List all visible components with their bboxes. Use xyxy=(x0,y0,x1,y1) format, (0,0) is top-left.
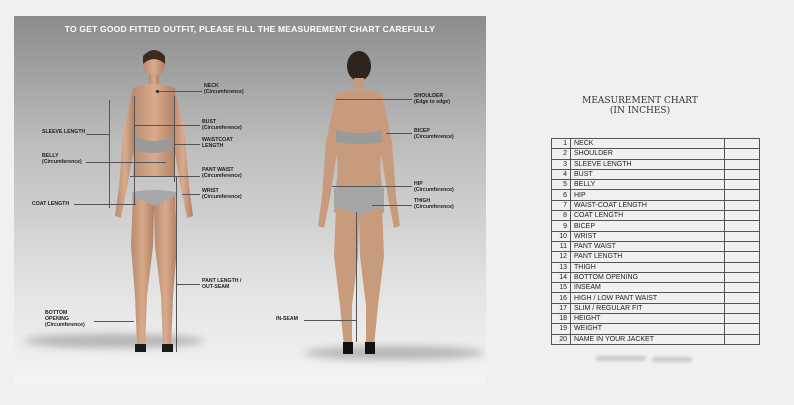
wrist-leader-line xyxy=(182,194,200,195)
inseam-line xyxy=(356,212,357,342)
row-number: 8 xyxy=(552,211,571,221)
table-row xyxy=(552,241,760,251)
table-row xyxy=(552,334,760,344)
table-row xyxy=(552,159,760,169)
table-row xyxy=(552,211,760,221)
measurement-table xyxy=(551,138,760,345)
row-number: 4 xyxy=(552,169,571,179)
table-row xyxy=(552,221,760,231)
table-row xyxy=(552,231,760,241)
measurement-value-cell[interactable] xyxy=(725,252,760,262)
sleeve-length-line xyxy=(109,100,110,208)
row-number: 10 xyxy=(552,231,571,241)
measurement-name: INSEAM xyxy=(571,283,725,293)
measurement-name: PANT LENGTH xyxy=(571,252,725,262)
blurred-watermark xyxy=(652,357,692,362)
sleeve-length-leader xyxy=(86,134,110,135)
table-row xyxy=(552,283,760,293)
measurement-value-cell[interactable] xyxy=(725,303,760,313)
measurement-name: SLEEVE LENGTH xyxy=(571,159,725,169)
measurement-value-cell[interactable] xyxy=(725,190,760,200)
row-number: 5 xyxy=(552,180,571,190)
table-row xyxy=(552,180,760,190)
row-number: 1 xyxy=(552,139,571,149)
row-number: 15 xyxy=(552,283,571,293)
waistcoat-leader-line xyxy=(174,144,200,145)
measurement-value-cell[interactable] xyxy=(725,262,760,272)
label-thigh: THIGH (Circumference) xyxy=(414,198,454,210)
measurement-value-cell[interactable] xyxy=(725,211,760,221)
measurement-value-cell[interactable] xyxy=(725,293,760,303)
row-number: 11 xyxy=(552,241,571,251)
row-number: 9 xyxy=(552,221,571,231)
measurement-value-cell[interactable] xyxy=(725,149,760,159)
label-pant-length: PANT LENGTH / OUT-SEAM xyxy=(202,278,242,290)
front-figure-illustration xyxy=(109,46,199,356)
measurement-chart-title xyxy=(540,96,740,117)
measurement-name: NAME IN YOUR JACKET xyxy=(571,334,725,344)
row-number: 2 xyxy=(552,149,571,159)
row-number: 13 xyxy=(552,262,571,272)
measurement-name: BUST xyxy=(571,169,725,179)
pant-waist-line xyxy=(130,176,200,177)
table-row xyxy=(552,139,760,149)
measurement-value-cell[interactable] xyxy=(725,241,760,251)
table-row xyxy=(552,272,760,282)
measurement-value-cell[interactable] xyxy=(725,231,760,241)
label-bust: BUST (Circumference) xyxy=(202,119,242,131)
bust-leader-line xyxy=(186,125,200,126)
label-coat-length: COAT LENGTH xyxy=(32,201,70,207)
shoulder-line xyxy=(336,99,412,100)
row-number: 7 xyxy=(552,200,571,210)
row-number: 16 xyxy=(552,293,571,303)
measurement-name: HIGH / LOW PANT WAIST xyxy=(571,293,725,303)
table-row xyxy=(552,190,760,200)
row-number: 20 xyxy=(552,334,571,344)
label-sleeve-length: SLEEVE LENGTH xyxy=(42,129,86,135)
measurement-value-cell[interactable] xyxy=(725,169,760,179)
table-row xyxy=(552,200,760,210)
row-number: 12 xyxy=(552,252,571,262)
back-figure-illustration xyxy=(314,46,404,356)
row-number: 14 xyxy=(552,272,571,282)
belly-leader-line xyxy=(86,162,106,163)
measurement-name: THIGH xyxy=(571,262,725,272)
blurred-watermark xyxy=(596,356,646,361)
measurement-name: NECK xyxy=(571,139,725,149)
waistcoat-length-line xyxy=(174,96,175,182)
label-hip: HIP (Circumference) xyxy=(414,181,454,193)
neck-marker xyxy=(156,90,159,93)
measurement-value-cell[interactable] xyxy=(725,272,760,282)
measurement-name: WRIST xyxy=(571,231,725,241)
row-number: 19 xyxy=(552,324,571,334)
label-wrist: WRIST (Circumference) xyxy=(202,188,242,200)
measurement-name: WEIGHT xyxy=(571,324,725,334)
label-shoulder: SHOULDER (Edge to edge) xyxy=(414,93,451,105)
measurement-value-cell[interactable] xyxy=(725,314,760,324)
neck-leader-line xyxy=(158,91,202,92)
measurement-value-cell[interactable] xyxy=(725,180,760,190)
measurement-guide-panel xyxy=(14,16,486,385)
table-row xyxy=(552,314,760,324)
measurement-value-cell[interactable] xyxy=(725,283,760,293)
hip-line xyxy=(332,186,412,187)
row-number: 18 xyxy=(552,314,571,324)
measurement-name: BELLY xyxy=(571,180,725,190)
measurement-value-cell[interactable] xyxy=(725,159,760,169)
coat-length-line xyxy=(134,96,135,204)
measurement-name: COAT LENGTH xyxy=(571,211,725,221)
measurement-name: PANT WAIST xyxy=(571,241,725,251)
row-number: 17 xyxy=(552,303,571,313)
coat-length-leader xyxy=(74,204,136,205)
measurement-value-cell[interactable] xyxy=(725,324,760,334)
label-bottom-opening: BOTTOM OPENING (Circumference) xyxy=(45,310,85,328)
measurement-value-cell[interactable] xyxy=(725,221,760,231)
label-bicep: BICEP (Circumference) xyxy=(414,128,454,140)
label-neck: NECK (Circumference) xyxy=(204,83,244,95)
chart-title-line1: MEASUREMENT CHART xyxy=(582,96,698,106)
label-belly: BELLY (Circumference) xyxy=(42,153,82,165)
measurement-name: SLIM / REGULAR FIT xyxy=(571,303,725,313)
table-row xyxy=(552,324,760,334)
belly-line xyxy=(106,162,166,163)
label-inseam: IN-SEAM xyxy=(276,316,298,322)
guide-title: TO GET GOOD FITTED OUTFIT, PLEASE FILL THE MEASUREMENT CHART CAREFULLY xyxy=(64,24,436,34)
inseam-leader-line xyxy=(304,320,356,321)
table-row xyxy=(552,149,760,159)
table-row xyxy=(552,293,760,303)
row-number: 6 xyxy=(552,190,571,200)
row-number: 3 xyxy=(552,159,571,169)
chart-title-line2: (IN INCHES) xyxy=(609,106,671,117)
table-row xyxy=(552,262,760,272)
thigh-leader-line xyxy=(372,205,412,206)
table-row xyxy=(552,169,760,179)
bust-line xyxy=(134,125,186,126)
pant-length-leader xyxy=(176,284,200,285)
label-pant-waist: PANT WAIST (Circumference) xyxy=(202,167,242,179)
measurement-value-cell[interactable] xyxy=(725,200,760,210)
measurement-name: HEIGHT xyxy=(571,314,725,324)
measurement-name: SHOULDER xyxy=(571,149,725,159)
bottom-opening-line xyxy=(94,321,134,322)
bicep-leader-line xyxy=(386,133,412,134)
measurement-name: HIP xyxy=(571,190,725,200)
table-row xyxy=(552,252,760,262)
measurement-name: BICEP xyxy=(571,221,725,231)
table-row xyxy=(552,303,760,313)
measurement-name: BOTTOM OPENING xyxy=(571,272,725,282)
measurement-value-cell[interactable] xyxy=(725,139,760,149)
pant-length-line xyxy=(176,176,177,352)
label-waistcoat-length: WAISTCOAT LENGTH xyxy=(202,137,233,149)
measurement-value-cell[interactable] xyxy=(725,334,760,344)
measurement-name: WAIST-COAT LENGTH xyxy=(571,200,725,210)
